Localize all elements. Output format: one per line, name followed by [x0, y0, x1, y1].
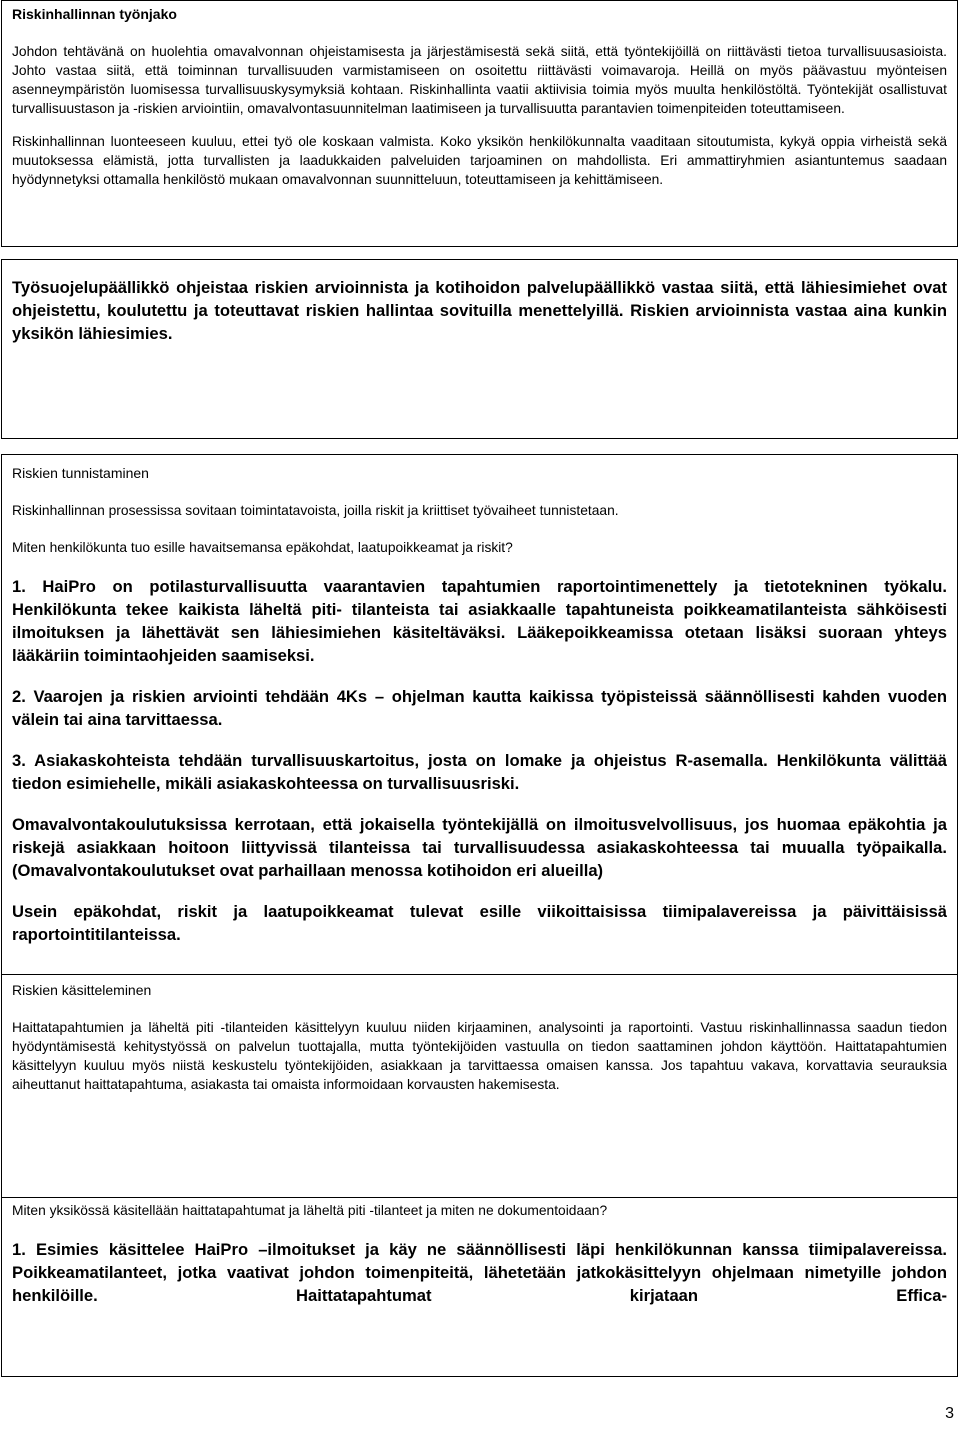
answer: Usein epäkohdat, riskit ja laatupoikkeamat tulevat esille viikoittaisissa tiimipalavereissa ja päivittäisissä raportointitilanteissa.	[12, 902, 947, 944]
paragraph: Johdon tehtävänä on huolehtia omavalvonnan ohjeistamisesta ja järjestämisestä sekä siitä, että työntekijöillä on riittävästi tietoa turvallisuusasioista. Johto vastaa siitä, että toiminnan turvallisuuden varmistamiseen on osoitettu riittävästi voimavaroja. Heillä on myös päävastuu myönteisen asenneympäristön luomisessa turvallisuuskysymyksiä kohtaan. Riskinhallinta vaatii aktiivisia toimia myös muulta henkilöstöltä. Työntekijät osallistuvat turvallisuustason ja -riskien arviointiin, omavalvontasuunnitelman laatimiseen ja turvallisuutta parantavien toimenpiteiden toteuttamiseen.	[12, 44, 947, 116]
paragraph: Riskinhallinnan luonteeseen kuuluu, ettei työ ole koskaan valmista. Koko yksikön henkilökunnalta vaaditaan sitoutumista, kykyä oppia virheistä sekä muutoksessa elämistä, jotta turvallisten ja laadukkaiden palveluiden tarjoaminen on mahdollista. Eri ammattiryhmien asiantuntemus saadaan hyödynnetyksi ottamalla henkilöstö mukaan omavalvonnan suunnitteluun, toteuttamiseen ja kehittämiseen.	[12, 134, 947, 187]
answer: 2. Vaarojen ja riskien arviointi tehdään 4Ks – ohjelman kautta kaikissa työpisteissä säännöllisesti kahden vuoden välein tai aina tarvittaessa.	[12, 687, 947, 729]
question: Miten henkilökunta tuo esille havaitsemansa epäkohdat, laatupoikkeamat ja riskit?	[12, 540, 513, 555]
section-risk-identification	[1, 454, 958, 1377]
divider	[1, 1197, 958, 1198]
paragraph: Työsuojelupäällikkö ohjeistaa riskien arvioinnista ja kotihoidon palvelupäällikkö vastaa siitä, että lähiesimiehet ovat ohjeistettu, koulutettu ja toteuttavat riskien hallintaa sovituilla menettelyillä. Riskien arvioinnista vastaa aina kunkin yksikön lähiesimies.	[12, 278, 947, 343]
answer: 1. HaiPro on potilasturvallisuutta vaarantavien tapahtumien raportointimenettely ja tietotekninen työkalu. Henkilökunta tekee kaikista läheltä piti- tilanteista tai asiakkaalle tapahtuneista poikkeamatilanteista sähköisesti ilmoituksen ja lähettävät sen lähiesimiehen käsiteltäväksi. Lääkepoikkeamissa otetaan lisäksi suoraan yhteys lääkäriin toimintaohjeiden saamiseksi.	[12, 577, 947, 665]
answer: Omavalvontakoulutuksissa kerrotaan, että jokaisella työntekijällä on ilmoitusvelvollisuus, jos huomaa epäkohtia ja riskejä asiakkaan hoitoon liittyvissä tilanteissa tai turvallisuudessa asiakaskohteessa tai muualla työpaikalla. (Omavalvontakoulutukset ovat parhaillaan menossa kotihoidon eri alueilla)	[12, 815, 947, 880]
section-responsibilities	[1, 259, 958, 439]
section-risk-management-division	[1, 0, 958, 247]
divider	[1, 974, 958, 975]
answer: 1. Esimies käsittelee HaiPro –ilmoitukset ja käy ne säännöllisesti läpi henkilökunnan kanssa tiimipalavereissa. Poikkeamatilanteet, jotka vaativat johdon toimenpiteitä, lähetetään jatkokäsittelyyn ohjelmaan nimetyille johdon henkilöille. Haittatapahtumat kirjataan Effica-	[12, 1240, 947, 1305]
paragraph: Haittatapahtumien ja läheltä piti -tilanteiden käsittelyyn kuuluu niiden kirjaaminen, analysointi ja raportointi. Vastuu riskinhallinnassa saadun tiedon hyödyntämisestä kehitystyössä on palvelun tuottajalla, mutta työntekijöiden vastuulla on tiedon saattaminen johdon käyttöön. Haittatapahtumien käsittelyyn kuuluu myös niistä keskustelu työntekijöiden, asiakkaan ja tarvittaessa omaisen kanssa. Jos tapahtuu vakava, korvattavia seurauksia aiheuttanut haittatapahtuma, asiakasta tai omaista informoidaan korvausten hakemisesta.	[12, 1020, 947, 1092]
answer: 3. Asiakaskohteista tehdään turvallisuuskartoitus, josta on lomake ja ohjeistus R-asemalla. Henkilökunta välittää tiedon esimiehelle, mikäli asiakaskohteessa on turvallisuusriski.	[12, 751, 947, 793]
page-number: 3	[945, 1405, 954, 1422]
question: Miten yksikössä käsitellään haittatapahtumat ja läheltä piti -tilanteet ja miten ne dokumentoidaan?	[12, 1203, 608, 1218]
paragraph: Riskinhallinnan prosessissa sovitaan toimintatavoista, joilla riskit ja kriittiset työvaiheet tunnistetaan.	[12, 503, 619, 518]
section-title: Riskien tunnistaminen	[12, 465, 149, 481]
section-title: Riskien käsitteleminen	[12, 982, 152, 998]
section-title: Riskinhallinnan työnjako	[12, 6, 177, 22]
